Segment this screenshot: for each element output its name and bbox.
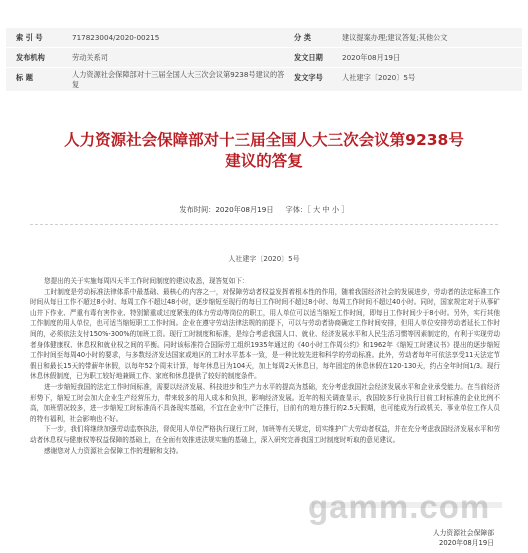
metadata-row-issuer	[6, 48, 522, 68]
date-value: 2020年08月19日	[342, 53, 401, 62]
document-number: 人社建字〔2020〕5号	[228, 255, 300, 263]
page-title	[0, 130, 528, 172]
publish-date: 发布时间：2020年08月19日	[179, 205, 274, 214]
paragraph-next-steps: 下一步，我们将继续加强劳动监察执法，督促用人单位严格执行现行工时，加班等有关规定，切实维护广大劳动者权益，并在充分考虑我国经济发展水平和劳动者休息权与健康权等权益保障的基础上，在全面有效推进法规实施的基础上，深入研究完善我国工时制度时听取的意见建议。	[30, 425, 500, 444]
issuer-label: 发布机构	[16, 53, 45, 62]
publish-info	[0, 205, 528, 215]
index-label: 索 引 号	[16, 33, 43, 42]
metadata-row-title	[6, 68, 522, 92]
signature-block	[433, 528, 494, 548]
category-value: 建议提案办理;建议答复;其他公文	[342, 33, 448, 42]
issuer-value: 劳动关系司	[72, 53, 108, 62]
watermark-logo: gamm.com	[308, 488, 491, 525]
index-value: 717823004/2020-00215	[72, 33, 160, 42]
page-title-line-2: 建议的答复	[225, 152, 303, 170]
paragraph-greeting: 您提出的关于实施每周四天半工作时间制度的建议收悉，现答复如下：	[44, 277, 249, 285]
paragraph-economic-basis: 进一步缩短我国的法定工作时间标准，需要以经济发展、科技进步和生产力水平的提高为基础，充分考虑我国社会经济发展水平和企业承受能力。在当前经济形势下，缩短工时会加大企业生产经营压力，带来较多的用人成本和负担，影响经济发展。近年的相关调查显示，我国较多行业执行目前工时标准的企业比例不高，加班情况较多，进一步缩短工时标准尚不具备现实基础，不宜在企业中广泛推行，目前有的地方推行的2.5天假期，也可能成为行政机关、事业单位工作人员的特有福利，社会影响也不好。	[30, 382, 500, 423]
paragraph-working-hours: 工时制度是劳动标准法律体系中最基础、最核心的内容之一，对保障劳动者权益发挥着根本性的作用，随着我国经济社会的发展进步，劳动者的法定标准工作时间从每日工作不超过8小时、每周工作不超过48小时，逐步缩短至现行的每日工作时间不超过8小时、每周工作时间不超过40小时。同时，国家规定对于从事矿山井下作业、严重有毒有害作业、特别繁重或过度紧张的体力劳动等岗位的职工，用人单位可以适当缩短工作时间，即每日工作时间少于8小时。另外，实行其他工作制度的用人单位，也可适当缩短职工工作时间。企业在遵守劳动法律法规的前提下，可以与劳动者协商确定工作时间安排，但用人单位安排劳动者延长工作时间的，必须依法支付150%-300%的加班工资。现行工时制度和标准，是综合考虑我国人口、就业、经济发展水平和人民生活习惯等因素制定的，有利于实现劳动者身体健康权、休息权和就业权之间的平衡。同时该标准符合国际劳工组织1935年通过的《40小时工作周公约》和1962年《缩短工时建议书》提出的逐步缩短工作时间至每周40小时的要求，与多数经济发达国家或地区的工时水平基本一致，是一种比较先进和科学的劳动标准。此外，劳动者每年可依法享受11天法定节假日和最长15天的带薪年休假，以每年52个周末计算，每年休息日为104天，加上每周2天休息日，每年固定的休息休假在120-130天，约占全年时间1/3。现行休息休假制度，已为职工较好地兼顾工作、家庭和休息提供了较好的制度条件。	[30, 287, 500, 381]
divider	[30, 224, 498, 225]
category-label: 分 类	[294, 33, 311, 42]
title-value: 人力资源社会保障部对十三届全国人大三次会议第9238号建议的答复	[72, 70, 285, 89]
signature-org: 人力资源社会保障部	[432, 529, 494, 537]
docno-value: 人社建字〔2020〕5号	[342, 73, 416, 82]
metadata-row-index	[6, 28, 522, 48]
date-label: 发文日期	[294, 53, 323, 62]
font-size-selector[interactable]: 字体：［ 大 中 小 ］	[285, 205, 349, 214]
metadata-table	[6, 28, 522, 92]
title-label: 标 题	[16, 73, 33, 82]
page-title-line-1: 人力资源社会保障部对十三届全国人大三次会议第9238号	[64, 131, 464, 149]
article-body	[30, 276, 500, 456]
docno-label: 发文字号	[294, 73, 323, 82]
signature-date: 2020年08月19日	[439, 539, 494, 547]
paragraph-thanks: 感谢您对人力资源社会保障工作的理解和支持。	[44, 446, 183, 455]
